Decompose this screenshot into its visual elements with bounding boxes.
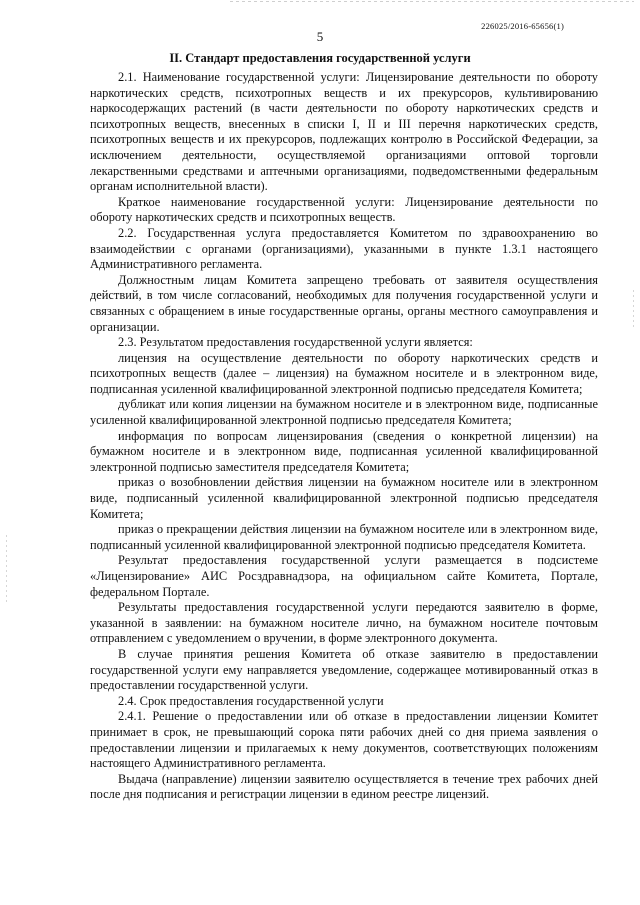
page-number: 5 <box>316 29 324 44</box>
paragraph-result-license: лицензия на осуществление деятельности по обороту наркотических средств и психотропных веществ (далее – лицензия) на бумажном носителе и в электронном виде, подписанная усиленной квалифицированной электронной подписью председателя Комитета; <box>90 350 598 396</box>
paragraph-result-termination-order: приказ о прекращении действия лицензии на бумажном носителе или в электронном виде, подписанный усиленной квалифицированной электронной подписью председателя Комитета. <box>90 522 598 552</box>
scan-artifact-left-margin <box>6 535 7 605</box>
paragraph-issuance: Выдача (направление) лицензии заявителю осуществляется в течение трех рабочих дней после дня подписания и регистрации лицензии в едином реестре лицензий. <box>90 771 598 802</box>
paragraph-2-4-1: 2.4.1. Решение о предоставлении или об отказе в предоставлении лицензии Комитет принимает в срок, не превышающий сорока пяти рабочих дней со дня приема заявления о предоставлении лицензии и прилагаемых к нему документов, соответствующих положениям настоящего Административного регламента. <box>90 709 598 771</box>
paragraph-2-2: 2.2. Государственная услуга предоставляется Комитетом по здравоохранению во взаимодействии с органами (организациями), указанными в пункте 1.3.1 настоящего Административного регламента. <box>90 225 598 272</box>
paragraph-2-3: 2.3. Результатом предоставления государственной услуги является: <box>118 335 473 350</box>
document-body <box>90 70 598 803</box>
paragraph-2-4: 2.4. Срок предоставления государственной услуги <box>118 693 384 708</box>
document-id: 226025/2016-65656(1) <box>481 21 564 31</box>
paragraph-prohibition: Должностным лицам Комитета запрещено требовать от заявителя осуществления действий, в том числе согласований, необходимых для получения государственной услуги и связанных с обращением в иные государственные органы, органы местного самоуправления и организации. <box>90 272 598 334</box>
scan-artifact-top-line <box>230 1 634 2</box>
scan-artifact-right-margin <box>633 290 634 330</box>
section-title: II. Стандарт предоставления государственной услуги <box>169 51 471 65</box>
paragraph-short-name: Краткое наименование государственной услуги: Лицензирование деятельности по обороту наркотических средств и психотропных веществ. <box>90 194 598 225</box>
paragraph-result-delivery: Результаты предоставления государственной услуги передаются заявителю в форме, указанной в заявлении: на бумажном носителе лично, на бумажном носителе почтовым отправлением с уведомлением о вручении, в форме электронного документа. <box>90 600 598 646</box>
paragraph-refusal: В случае принятия решения Комитета об отказе заявителю в предоставлении государственной услуги ему направляется уведомление, содержащее мотивированный отказ в предоставлении государственной услуги. <box>90 646 598 693</box>
paragraph-result-publication: Результат предоставления государственной услуги размещается в подсистеме «Лицензирование» АИС Росздравнадзора, на официальном сайте Комитета, Портале, федеральном Портале. <box>90 553 598 599</box>
paragraph-result-duplicate: дубликат или копия лицензии на бумажном носителе и в электронном виде, подписанные усиленной квалифицированной электронной подписью председателя Комитета; <box>90 397 598 428</box>
paragraph-2-1: 2.1. Наименование государственной услуги: Лицензирование деятельности по обороту наркотических средств, психотропных веществ и их прекурсоров, культивированию наркосодержащих растений (в части деятельности по обороту наркотических средств и психотропных веществ, внесенных в списки I, II и III перечня наркотических средств, психотропных веществ и их прекурсоров, подлежащих контролю в Российской Федерации, за исключением деятельности, осуществляемой организациями оптовой торговли лекарственными средствами и аптечными организациями, подведомственными федеральным органам исполнительной власти). <box>90 70 598 194</box>
paragraph-result-renewal-order: приказ о возобновлении действия лицензии на бумажном носителе или в электронном виде, подписанный усиленной квалифицированной электронной подписью председателя Комитета; <box>90 475 598 521</box>
paragraph-result-information: информация по вопросам лицензирования (сведения о конкретной лицензии) на бумажном носителе и в электронном виде, подписанная усиленной квалифицированной электронной подписью заместителя председателя Комитета; <box>90 428 598 474</box>
